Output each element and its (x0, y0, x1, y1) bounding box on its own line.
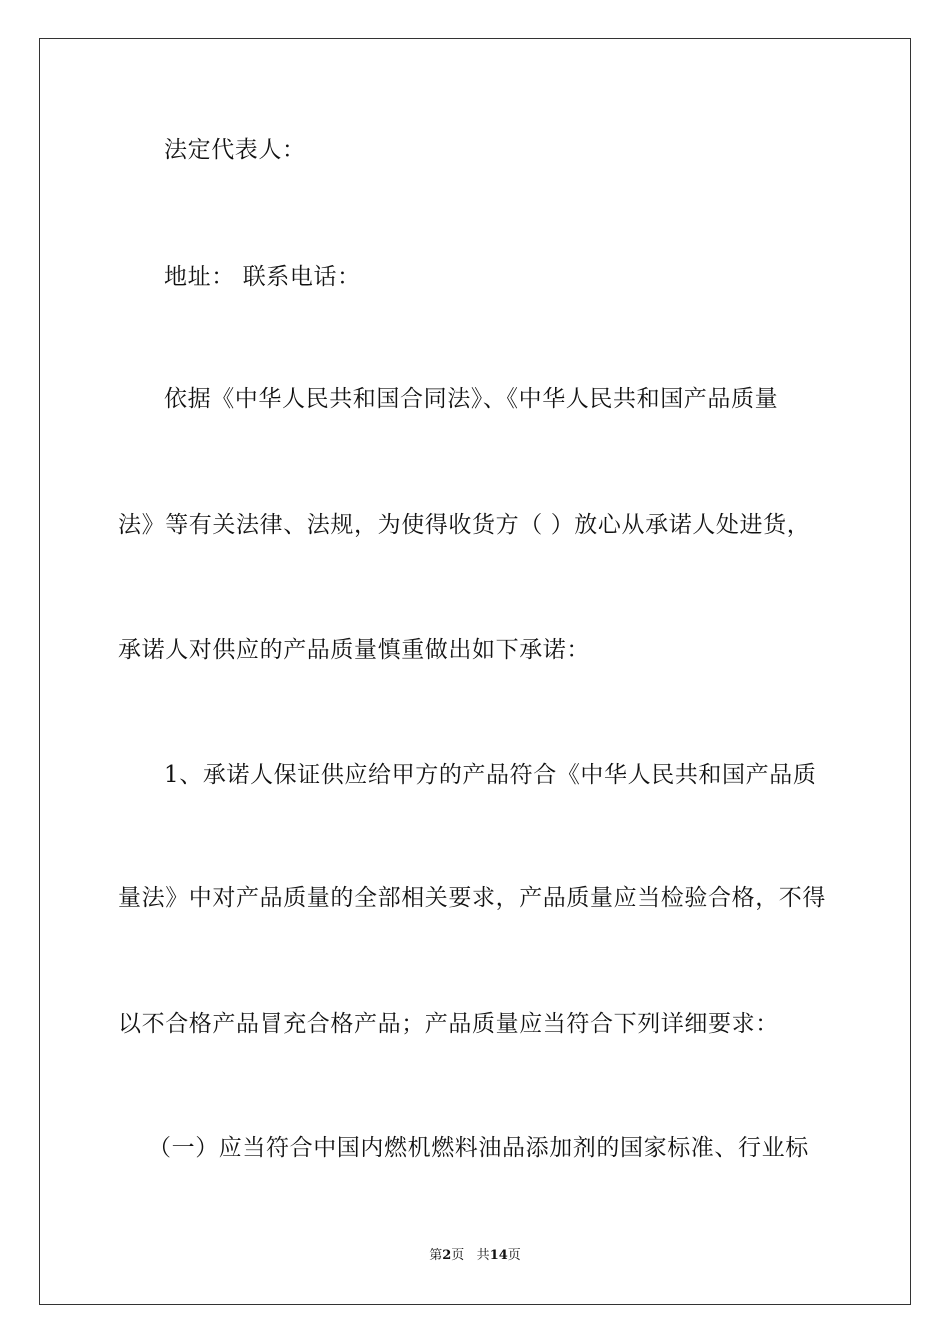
footer-page-prefix: 第 (429, 1248, 443, 1263)
footer-page-number: 2 (442, 1248, 452, 1263)
page-border (39, 38, 911, 1305)
paragraph-line: 承诺人对供应的产品质量慎重做出如下承诺： (118, 637, 590, 663)
footer-total-pages: 14 (489, 1248, 508, 1263)
paragraph-line: 以不合格产品冒充合格产品；产品质量应当符合下列详细要求： (118, 1011, 779, 1037)
paragraph-line: 量法》中对产品质量的全部相关要求，产品质量应当检验合格，不得 (118, 885, 826, 911)
paragraph-line: 地址： 联系电话： (164, 264, 361, 290)
paragraph-line: 1、承诺人保证供应给甲方的产品符合《中华人民共和国产品质 (164, 762, 817, 788)
page-footer (0, 1247, 950, 1265)
paragraph-line: 法》等有关法律、法规，为使得收货方（ ）放心从承诺人处进货， (118, 512, 811, 538)
footer-total-suffix: 页 (507, 1248, 521, 1263)
footer-page-suffix: 页 (451, 1248, 465, 1263)
footer-total-prefix: 共 (476, 1248, 490, 1263)
paragraph-line: 依据《中华人民共和国合同法》、《中华人民共和国产品质量 (164, 386, 779, 412)
paragraph-line: （一）应当符合中国内燃机燃料油品添加剂的国家标准、行业标 (148, 1135, 809, 1161)
paragraph-line: 法定代表人： (164, 137, 306, 163)
